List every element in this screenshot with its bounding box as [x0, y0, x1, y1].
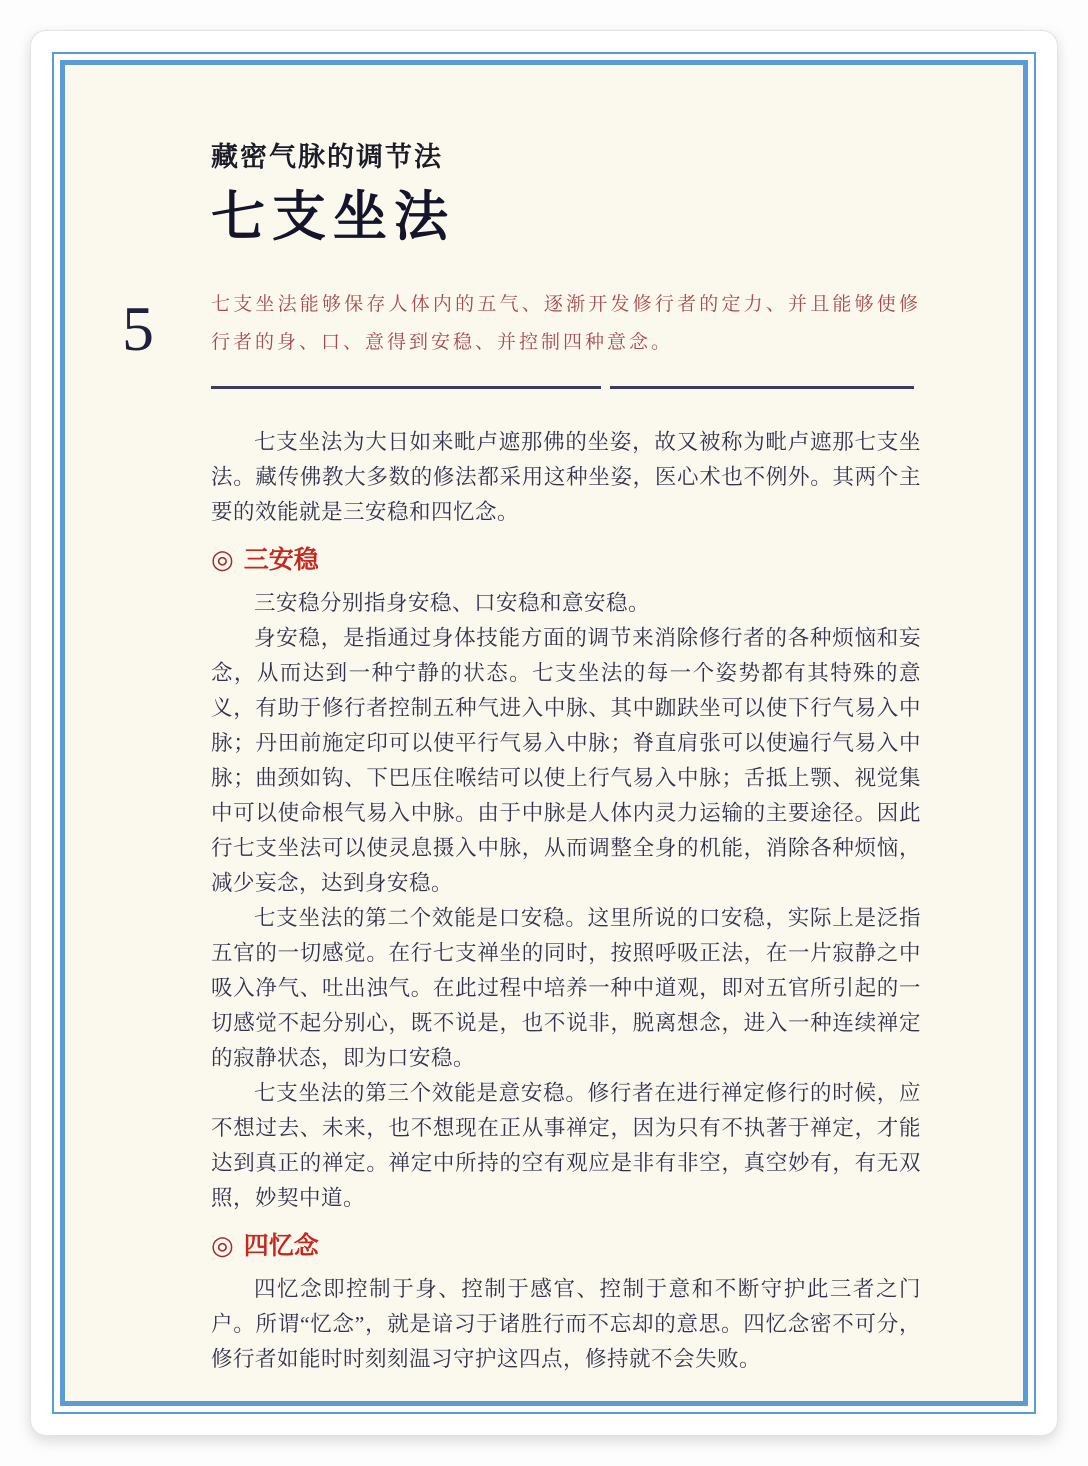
divider-gap [601, 386, 609, 389]
chapter-kicker: 藏密气脉的调节法 [211, 142, 443, 172]
section-heading-label: 三安稳 [243, 546, 319, 574]
inner-thick-blue-border [60, 60, 1028, 1406]
body-paragraph: 三安稳分别指身安稳、口安稳和意安稳。 [254, 591, 651, 615]
page-title: 七支坐法 [211, 187, 455, 247]
chapter-number: 5 [122, 293, 154, 364]
bullseye-bullet-icon: ◎ [211, 1230, 234, 1260]
section-heading-label: 四忆念 [243, 1232, 319, 1260]
section-heading-san-an-wen [211, 543, 921, 576]
page-body [65, 65, 1023, 1401]
section-heading-si-yi-nian [211, 1229, 921, 1262]
divider-rule [211, 386, 914, 389]
outer-thin-blue-border [52, 52, 1036, 1414]
document-card [30, 30, 1058, 1436]
divider-segment-right [610, 386, 914, 389]
divider-segment-left [211, 386, 601, 389]
bullseye-bullet-icon: ◎ [211, 544, 234, 574]
body-copy [211, 425, 921, 1377]
intro-paragraph: 七支坐法能够保存人体内的五气、逐渐开发修行者的定力、并且能够使修行者的身、口、意得到安稳、并控制四种意念。 [211, 294, 921, 353]
body-paragraph: 身安稳，是指通过身体技能方面的调节来消除修行者的各种烦恼和妄念，从而达到一种宁静的状态。七支坐法的每一个姿势都有其特殊的意义，有助于修行者控制五种气进入中脉、其中跏趺坐可以使下行气易入中脉；丹田前施定印可以使平行气易入中脉；脊直肩张可以使遍行气易入中脉；曲颈如钩、下巴压住喉结可以使上行气易入中脉；舌抵上颚、视觉集中可以使命根气易入中脉。由于中脉是人体内灵力运输的主要途径。因此行七支坐法可以使灵息摄入中脉，从而调整全身的机能，消除各种烦恼，减少妄念，达到身安稳。 [211, 626, 921, 895]
body-paragraph: 七支坐法的第二个效能是口安稳。这里所说的口安稳，实际上是泛指五官的一切感觉。在行七支禅坐的同时，按照呼吸正法，在一片寂静之中吸入净气、吐出浊气。在此过程中培养一种中道观，即对五官所引起的一切感觉不起分别心，既不说是，也不说非，脱离想念，进入一种连续禅定的寂静状态，即为口安稳。 [211, 906, 921, 1070]
body-paragraph: 七支坐法的第三个效能是意安稳。修行者在进行禅定修行的时候，应不想过去、未来，也不想现在正从事禅定，因为只有不执著于禅定，才能达到真正的禅定。禅定中所持的空有观应是非有非空，真空妙有，有无双照，妙契中道。 [211, 1081, 921, 1210]
body-paragraph: 七支坐法为大日如来毗卢遮那佛的坐姿，故又被称为毗卢遮那七支坐法。藏传佛教大多数的修法都采用这种坐姿，医心术也不例外。其两个主要的效能就是三安稳和四忆念。 [211, 430, 921, 524]
body-paragraph: 四忆念即控制于身、控制于感官、控制于意和不断守护此三者之门户。所谓“忆念”，就是谙习于诸胜行而不忘却的意思。四忆念密不可分，修行者如能时时刻刻温习守护这四点，修持就不会失败。 [211, 1277, 921, 1371]
